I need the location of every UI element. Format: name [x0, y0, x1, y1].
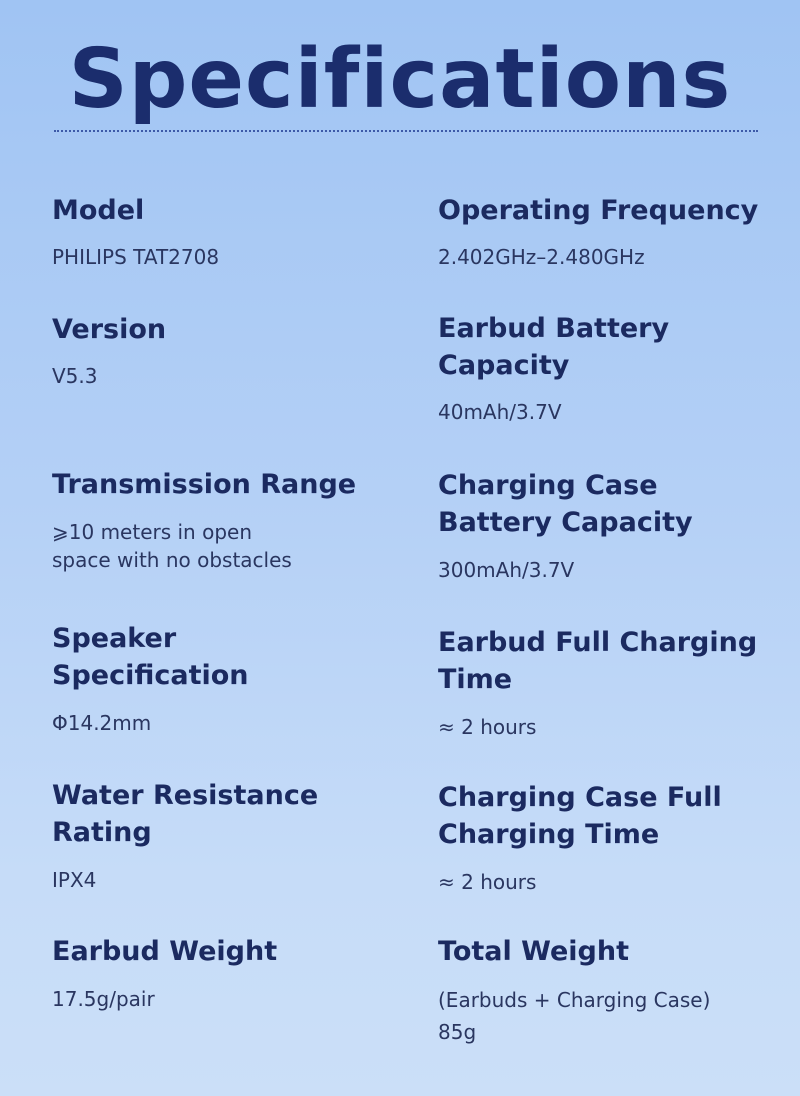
- spec-label: Water Resistance Rating: [52, 780, 319, 848]
- spec-water-resistance: [52, 777, 412, 894]
- spec-value: Φ14.2mm: [52, 711, 152, 735]
- spec-label: Operating Frequency: [438, 195, 759, 226]
- spec-value: IPX4: [52, 868, 97, 892]
- spec-value: 40mAh/3.7V: [438, 400, 562, 424]
- spec-value: 2.402GHz–2.480GHz: [438, 245, 645, 269]
- spec-label: Charging Case Full Charging Time: [438, 782, 722, 850]
- spec-case-charging-time: [438, 779, 788, 896]
- spec-case-battery: [438, 467, 788, 584]
- spec-earbud-weight: [52, 933, 412, 1013]
- spec-value: 300mAh/3.7V: [438, 558, 575, 582]
- spec-model: [52, 192, 412, 271]
- page-title: Specifications: [68, 32, 732, 127]
- spec-earbud-battery: [438, 310, 788, 426]
- spec-label: Earbud Weight: [52, 936, 278, 967]
- spec-label: Total Weight: [438, 936, 630, 967]
- spec-value: ≈ 2 hours: [438, 870, 537, 894]
- spec-value: V5.3: [52, 364, 98, 388]
- spec-label: Model: [52, 195, 145, 226]
- spec-earbud-charging-time: [438, 624, 788, 741]
- title-divider: [54, 130, 758, 132]
- spec-total-weight: [438, 933, 788, 1048]
- spec-transmission-range: [52, 466, 412, 574]
- spec-version: [52, 311, 412, 390]
- spec-label: Transmission Range: [52, 469, 357, 500]
- spec-label: Charging Case Battery Capacity: [438, 470, 693, 538]
- spec-value: ≈ 2 hours: [438, 715, 537, 739]
- spec-value: PHILIPS TAT2708: [52, 245, 220, 269]
- spec-label: Earbud Full Charging Time: [438, 627, 758, 695]
- spec-label: Earbud Battery Capacity: [438, 313, 670, 381]
- spec-label: Speaker Specification: [52, 623, 249, 691]
- spec-label: Version: [52, 314, 167, 345]
- spec-operating-frequency: [438, 192, 788, 271]
- spec-speaker: [52, 620, 412, 737]
- spec-value: (Earbuds + Charging Case) 85g: [438, 988, 711, 1044]
- spec-value: ⩾10 meters in open space with no obstacles: [52, 520, 292, 572]
- spec-value: 17.5g/pair: [52, 987, 155, 1011]
